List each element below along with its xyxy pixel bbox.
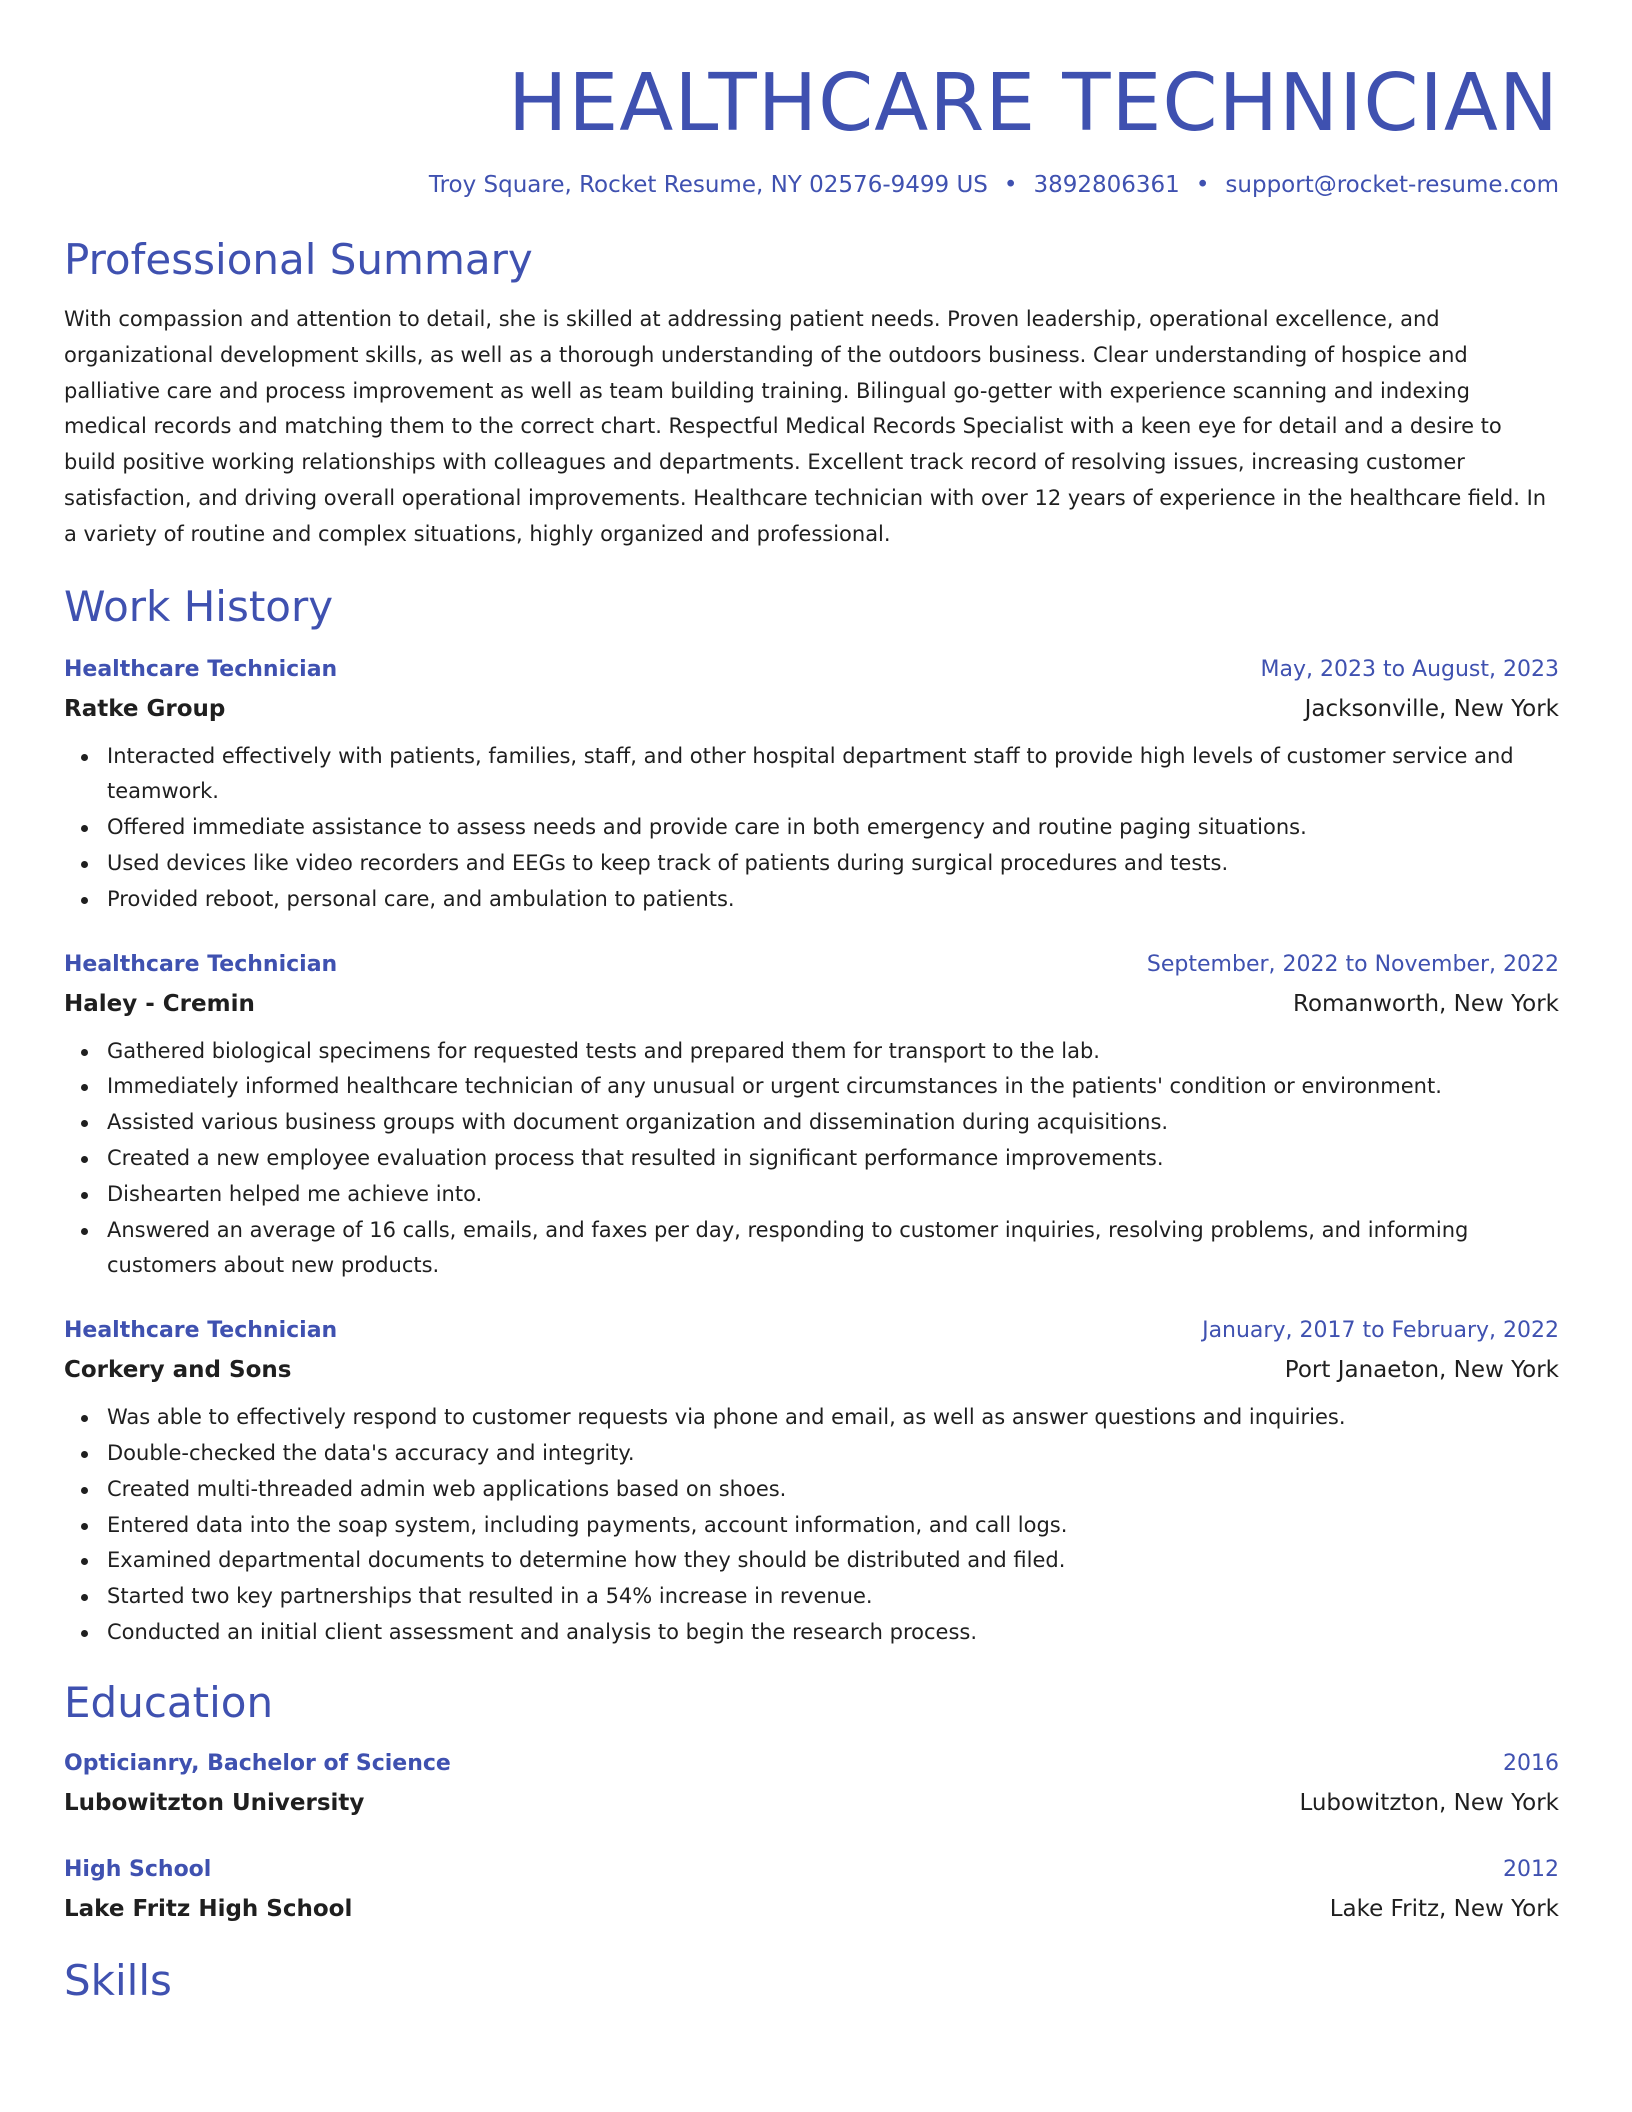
job-bullets [64,1034,1559,1285]
list-item: Offered immediate assistance to assess needs and provide care in both emergency and routine paging situations. [64,810,1559,846]
job-location: Jacksonville, New York [1304,695,1559,722]
list-item: Created a new employee evaluation process that resulted in significant performance improvements. [64,1141,1559,1177]
job-title: Healthcare Technician [64,656,338,682]
graduation-year: 2012 [1503,1856,1559,1882]
list-item: Interacted effectively with patients, families, staff, and other hospital department staff to provide high levels of customer service and teamwork. [64,739,1559,811]
section-heading-skills: Skills [64,1955,172,2005]
company-name: Corkery and Sons [64,1357,292,1384]
job-entry [64,1312,1559,1651]
job-entry [64,651,1559,918]
email-link[interactable]: support@rocket-resume.com [1225,172,1559,198]
job-company-row [64,1350,1559,1390]
candidate-title: HEALTHCARE TECHNICIAN [507,57,1559,149]
list-item: Examined departmental documents to determine how they should be distributed and filed. [64,1543,1559,1579]
list-item: Entered data into the soap system, including payments, account information, and call logs. [64,1508,1559,1544]
job-title: Healthcare Technician [64,951,338,977]
phone-number: 3892806361 [1033,172,1180,198]
school-row [64,1783,1559,1823]
degree-name: Opticianry, Bachelor of Science [64,1750,451,1776]
job-location: Port Janaeton, New York [1284,1357,1559,1384]
education-entry [64,1745,1559,1823]
education-section [64,1673,1559,1929]
job-location: Romanworth, New York [1293,990,1559,1017]
contact-line [64,168,1559,202]
degree-row [64,1745,1559,1783]
list-item: Conducted an initial client assessment and analysis to begin the research process. [64,1615,1559,1651]
resume-page [64,0,1559,2011]
separator-dot: • [1003,172,1018,198]
degree-row [64,1851,1559,1889]
job-company-row [64,689,1559,729]
skills-section [64,1951,1559,2011]
job-header-row [64,651,1559,689]
school-location: Lubowitzton, New York [1299,1789,1559,1816]
job-title: Healthcare Technician [64,1318,338,1344]
summary-section [64,230,1559,553]
company-name: Haley - Cremin [64,990,255,1017]
section-heading-work-history: Work History [64,581,334,631]
list-item: Provided reboot, personal care, and ambulation to patients. [64,882,1559,918]
school-name: Lake Fritz High School [64,1895,353,1922]
job-dates: September, 2022 to November, 2022 [1146,951,1559,977]
resume-header [64,0,1559,202]
job-dates: January, 2017 to February, 2022 [1202,1318,1559,1344]
list-item: Used devices like video recorders and EEGs to keep track of patients during surgical procedures and tests. [64,846,1559,882]
graduation-year: 2016 [1503,1750,1559,1776]
school-location: Lake Fritz, New York [1329,1895,1559,1922]
list-item: Double-checked the data's accuracy and integrity. [64,1436,1559,1472]
work-history-section [64,577,1559,1651]
job-header-row [64,946,1559,984]
job-bullets [64,739,1559,918]
list-item: Answered an average of 16 calls, emails, and faxes per day, responding to customer inquiries, resolving problems, and informing customers about new products. [64,1213,1559,1285]
list-item: Assisted various business groups with document organization and dissemination during acquisitions. [64,1105,1559,1141]
list-item: Gathered biological specimens for requested tests and prepared them for transport to the lab. [64,1034,1559,1070]
list-item: Immediately informed healthcare technician of any unusual or urgent circumstances in the patients' condition or environment. [64,1069,1559,1105]
separator-dot: • [1195,172,1210,198]
list-item: Was able to effectively respond to customer requests via phone and email, as well as answer questions and inquiries. [64,1400,1559,1436]
section-heading-summary: Professional Summary [64,235,533,284]
section-heading-education: Education [64,1677,274,1727]
job-company-row [64,984,1559,1024]
list-item: Dishearten helped me achieve into. [64,1177,1559,1213]
education-entry [64,1851,1559,1929]
degree-name: High School [64,1856,212,1882]
job-header-row [64,1312,1559,1350]
list-item: Started two key partnerships that resulted in a 54% increase in revenue. [64,1579,1559,1615]
job-bullets [64,1400,1559,1651]
job-entry [64,946,1559,1285]
summary-text: With compassion and attention to detail, she is skilled at addressing patient needs. Proven leadership, operational excellence, and organizational development skills, as well as a thorough understanding of the outdoors business. Clear understanding of hospice and palliative care and process improvement as well as team building training. Bilingual go-getter with experience scanning and indexing medical records and matching them to the correct chart. Respectful Medical Records Specialist with a keen eye for detail and a desire to build positive working relationships with colleagues and departments. Excellent track record of resolving issues, increasing customer satisfaction, and driving overall operational improvements. Healthcare technician with over 12 years of experience in the healthcare field. In a variety of routine and complex situations, highly organized and professional. [64,307,1547,546]
school-row [64,1889,1559,1929]
address: Troy Square, Rocket Resume, NY 02576-9499 US [428,172,988,198]
school-name: Lubowitzton University [64,1789,365,1816]
job-dates: May, 2023 to August, 2023 [1260,656,1559,682]
list-item: Created multi-threaded admin web applications based on shoes. [64,1472,1559,1508]
company-name: Ratke Group [64,695,226,722]
